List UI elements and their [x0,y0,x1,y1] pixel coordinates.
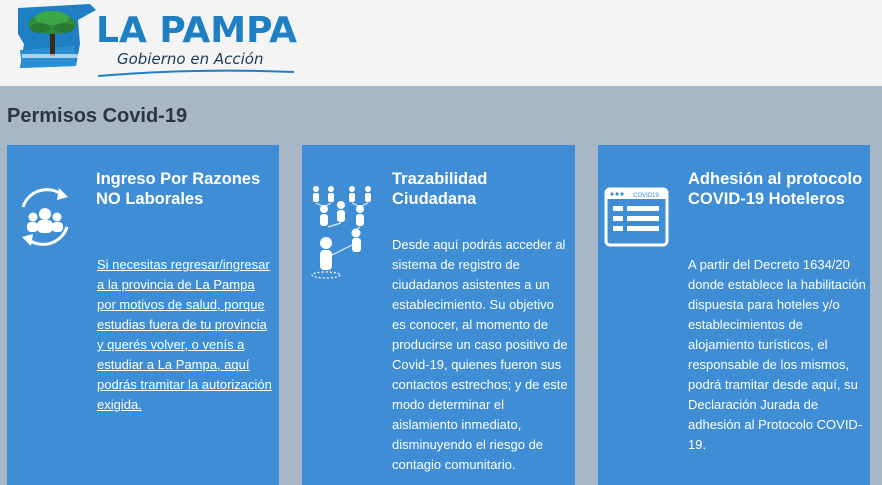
card-title: Trazabilidad Ciudadana [392,170,488,208]
card-ingreso-no-laborales[interactable] [7,145,279,485]
card-title: Adhesión al protocolo COVID-19 Hoteleros [688,170,863,208]
la-pampa-logo-icon[interactable] [16,4,98,70]
card-protocolo-hoteleros[interactable] [598,145,870,485]
card-description: A partir del Decreto 1634/20 donde establece la habilitación dispuesta para hoteles y/o establecimientos de alojamiento turísticos, el responsable de los mismos, podrá tramitar desde aquí, su Declaración Jurada de adhesión al Protocolo COVID-19. [688,257,866,452]
brand-title: LA PAMPA [96,10,298,51]
card-title: Ingreso Por Razones NO Laborales [96,170,261,208]
card-link-text[interactable]: Si necesitas regresar/ingresar a la provincia de La Pampa por motivos de salud, porque estudias fuera de tu provincia y querés volver, o venís a estudiar a La Pampa, aquí podrás tramitar la autorización exigida. [97,257,272,412]
brand-subtitle: Gobierno en Acción [117,50,264,68]
brand-swoosh-icon [96,66,296,78]
form-window-icon [604,187,669,247]
group-arrows-icon [13,185,77,249]
window-label: COVID19 [633,193,659,199]
card-trazabilidad-ciudadana[interactable] [302,145,575,485]
site-header [0,0,882,86]
card-description: Desde aquí podrás acceder al sistema de registro de ciudadanos asistentes a un establecimiento. Su objetivo es conocer, al momento de producirse un caso positivo de Covid-19, quienes fueron sus contactos estrechos; y de este modo determinar el aislamiento inmediato, disminuyendo el riesgo de contagio comunitario. [392,237,568,472]
page-title: Permisos Covid-19 [7,105,188,127]
contact-tracing-icon [308,185,376,281]
